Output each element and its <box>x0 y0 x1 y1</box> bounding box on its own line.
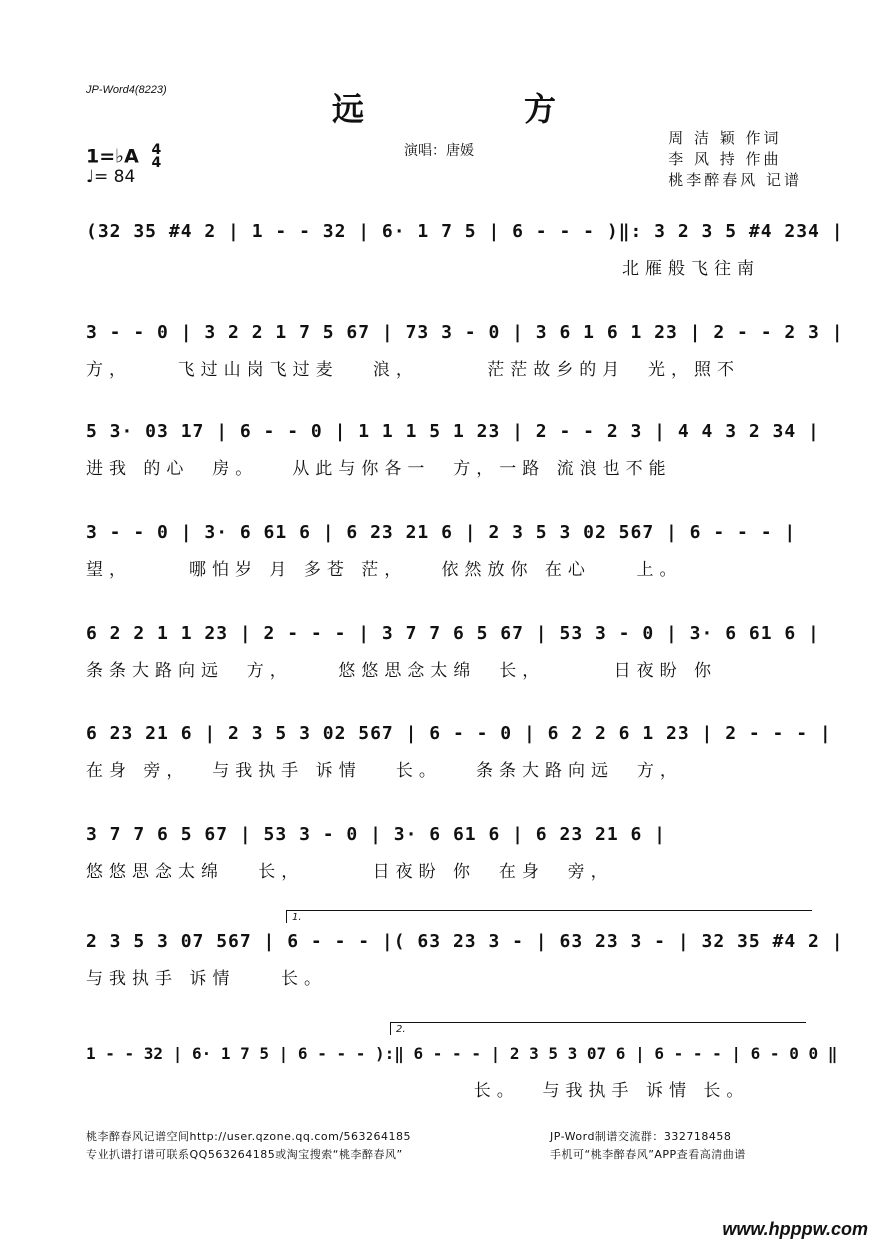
singer-credit: 演唱：唐媛 <box>404 143 474 159</box>
lyrics-line: 条条大路向远 方， 悠悠思念太绵 长， 日夜盼 你 <box>86 661 718 681</box>
volta-bracket: 1. <box>286 910 812 923</box>
footer-line: JP-Word制谱交流群：332718458 <box>550 1130 732 1143</box>
composer-credit: 李 风 持 作曲 <box>668 150 782 168</box>
credits-block <box>668 128 802 191</box>
notation-line: 3 - - 0 | 3 2 2 1 7 5 67 | 73 3 - 0 | 3 6 1 6 1 23 | 2 - - 2 3 | <box>86 322 844 343</box>
lyrics-line: 长。 与我执手 诉情 长。 <box>86 1081 750 1101</box>
lyrics-line: 在身 旁， 与我执手 诉情 长。 条条大路向远 方， <box>86 761 683 781</box>
footer-line: 桃李醉春风记谱空间http://user.qzone.qq.com/563264185 <box>86 1130 412 1143</box>
lyrics-line: 望， 哪怕岁 月 多苍 茫， 依然放你 在心 上。 <box>86 560 683 580</box>
footer-right <box>550 1128 746 1164</box>
song-title: 远 方 <box>331 90 620 128</box>
lyrics-line: 悠悠思念太绵 长， 日夜盼 你 在身 旁， <box>86 862 614 882</box>
notation-line: 3 - - 0 | 3· 6 61 6 | 6 23 21 6 | 2 3 5 3 02 567 | 6 - - - | <box>86 522 797 543</box>
notation-line: 1 - - 32 | 6· 1 7 5 | 6 - - - ):‖ 6 - - - | 2 3 5 3 07 6 | 6 - - - | 6 - 0 0 ‖ <box>86 1044 838 1063</box>
notation-line: 6 2 2 1 1 23 | 2 - - - | 3 7 7 6 5 67 | 53 3 - 0 | 3· 6 61 6 | <box>86 623 820 644</box>
notation-line: 5 3· 03 17 | 6 - - 0 | 1 1 1 5 1 23 | 2 - - 2 3 | 4 4 3 2 34 | <box>86 421 820 442</box>
notation-line: 2 3 5 3 07 567 | 6 - - - |( 63 23 3 - | 63 23 3 - | 32 35 #4 2 | <box>86 931 844 952</box>
lyricist-credit: 周 洁 颖 作词 <box>668 129 782 147</box>
footer-line: 手机可“桃李醉春风”APP查看高清曲谱 <box>550 1148 746 1161</box>
lyrics-line: 进我 的心 房。 从此与你各一 方，一路 流浪也不能 <box>86 459 672 479</box>
notation-line: (32 35 #4 2 | 1 - - 32 | 6· 1 7 5 | 6 - - - )‖: 3 2 3 5 #4 234 | <box>86 221 844 242</box>
time-signature <box>151 144 161 170</box>
footer-left <box>86 1128 411 1164</box>
notation-line: 6 23 21 6 | 2 3 5 3 02 567 | 6 - - 0 | 6 2 2 6 1 23 | 2 - - - | <box>86 723 832 744</box>
footer-line: 专业扒谱打谱可联系QQ563264185或淘宝搜索“桃李醉春风” <box>86 1148 403 1161</box>
lyrics-line: 北雁般飞往南 <box>86 259 760 279</box>
notation-line: 3 7 7 6 5 67 | 53 3 - 0 | 3· 6 61 6 | 6 23 21 6 | <box>86 824 667 845</box>
lyrics-line: 与我执手 诉情 长。 <box>86 969 328 989</box>
lyrics-line: 方， 飞过山岗飞过麦 浪， 茫茫故乡的月 光，照不 <box>86 360 741 380</box>
key-label: 1=♭A <box>86 145 139 168</box>
time-bottom: 4 <box>151 155 162 171</box>
time-top: 4 <box>151 142 162 158</box>
transcriber-credit: 桃李醉春风 记谱 <box>668 171 802 189</box>
volta-bracket: 2. <box>390 1022 806 1035</box>
software-label: JP-Word4(8223) <box>86 84 167 96</box>
site-watermark: www.hpppw.com <box>722 1219 868 1239</box>
tempo-marking: ♩= 84 <box>86 167 136 187</box>
